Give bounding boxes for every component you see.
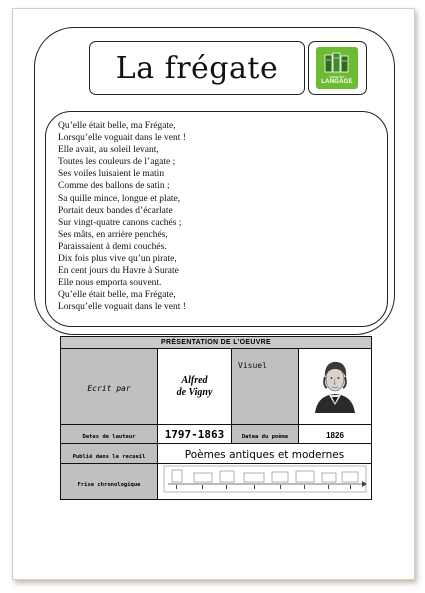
presentation-heading: PRÉSENTATION DE L’OEUVRE (61, 337, 372, 349)
poem-text (58, 120, 186, 314)
logo-text: LANGAGE (321, 79, 353, 85)
poem-line: Paraissaient à demi couchés. (58, 241, 167, 252)
title-box (89, 41, 305, 95)
visual-label-cell (232, 349, 299, 425)
logo-small-text: www.lire (329, 74, 345, 79)
page-title: La frégate (115, 50, 279, 86)
author-dates-label-cell (61, 425, 158, 444)
books-icon (324, 51, 350, 73)
poem-line: Toutes les couleurs de l’agate ; (58, 157, 176, 168)
visual-label: Visuel (238, 361, 267, 370)
collection-label: Publié dans le recueil (72, 453, 146, 460)
author-dates: 1797-1863 (164, 428, 225, 441)
poem-line: Qu’elle était belle, ma Frégate, (58, 290, 176, 301)
poem-line: En cent jours du Havre à Surate (58, 266, 179, 277)
timeline-cell (158, 464, 372, 500)
collection-title: Poèmes antiques et modernes (184, 448, 345, 461)
poem-date-label-cell (232, 425, 299, 444)
written-by-label-cell (61, 349, 158, 425)
written-by-label: Ecrit par (87, 383, 131, 393)
poem-line: Ses voiles luisaient le matin (58, 169, 165, 180)
presentation-table (60, 336, 372, 500)
author-first-name: Alfred (181, 374, 208, 386)
poem-line: Lorsqu’elle voguait dans le vent ! (58, 133, 186, 144)
poem-date-label: Datea du poème (241, 434, 289, 440)
collection-label-cell (61, 444, 158, 464)
timeline-image (162, 464, 368, 494)
author-cell (158, 349, 232, 425)
timeline-label: Frise chronologique (77, 481, 141, 488)
poem-line: Sur vingt-quatre canons cachés ; (58, 217, 182, 228)
poem-line: Lorsqu’elle voguait dans le vent ! (58, 302, 186, 313)
poem-line: Dix fois plus vive qu’un pirate, (58, 254, 177, 265)
poem-date-cell (299, 425, 372, 444)
poem-line: Elle avait, au soleil levant, (58, 145, 159, 156)
author-last-name: de Vigny (176, 386, 213, 398)
portrait-cell (299, 349, 372, 425)
poem-line: Comme des ballons de satin ; (58, 181, 170, 192)
poem-line: Elle nous emporta souvent. (58, 278, 162, 289)
author-portrait (313, 355, 357, 413)
poem-line: Ses mâts, en arrière penchés, (58, 229, 168, 240)
author-dates-label: Dates de lauteur (82, 434, 136, 440)
timeline-label-cell (61, 464, 158, 500)
lire-langage-logo (316, 47, 358, 89)
poem-date: 1826 (326, 431, 344, 440)
poem-line: Portait deux bandes d’écarlate (58, 205, 173, 216)
poem-line: Sa quille mince, longue et plate, (58, 193, 181, 204)
author-dates-cell (158, 425, 232, 444)
poem-line: Qu’elle était belle, ma Frégate, (58, 121, 176, 131)
logo-box (308, 41, 367, 95)
collection-cell (158, 444, 372, 464)
